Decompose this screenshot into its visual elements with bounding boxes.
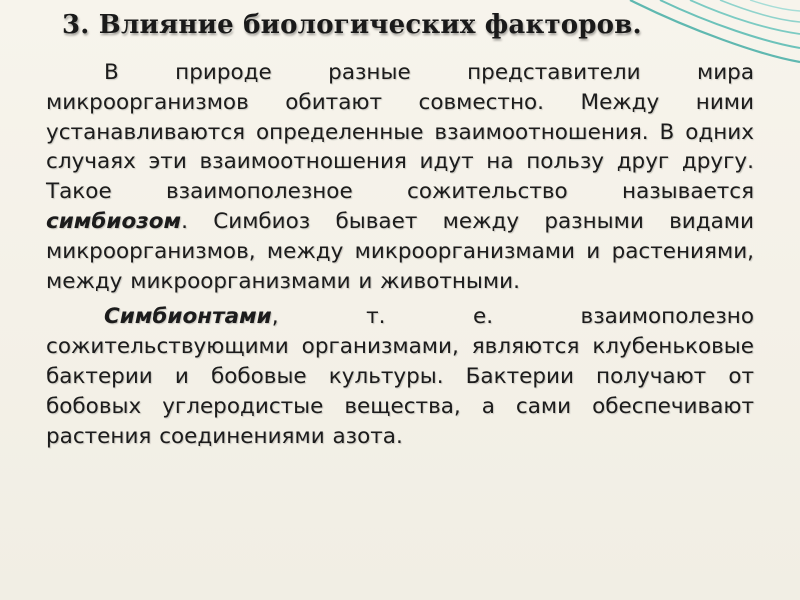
- paragraph-text: . Симбиоз бывает между разными видами микроорганизмов, между микроорганизмами и растениями, между микроорганизмами и животными.: [46, 208, 754, 294]
- paragraph-text: В природе разные представители мира микроорганизмов обитают совместно. Между ними устанавливаются определенные взаимоотношения. В одних случаях эти взаимоотношения идут на пользу друг другу. Такое взаимополезное сожительство называется: [46, 60, 754, 205]
- paragraph-symbiosis: [46, 58, 754, 296]
- paragraph-text: , т. е. взаимополезно сожительствующими организмами, являются клубеньковые бактерии и бобовые культуры. Бактерии получают от бобовых углеродистые вещества, а сами обеспечивают растения соединениями азота.: [46, 304, 754, 449]
- slide-title: 3. Влияние биологических факторов.: [62, 10, 642, 40]
- slide-body: [46, 58, 754, 457]
- paragraph-symbionts: [46, 302, 754, 451]
- term-symbiosis: симбиозом: [46, 208, 182, 234]
- term-symbionts: Симбионтами: [104, 304, 272, 330]
